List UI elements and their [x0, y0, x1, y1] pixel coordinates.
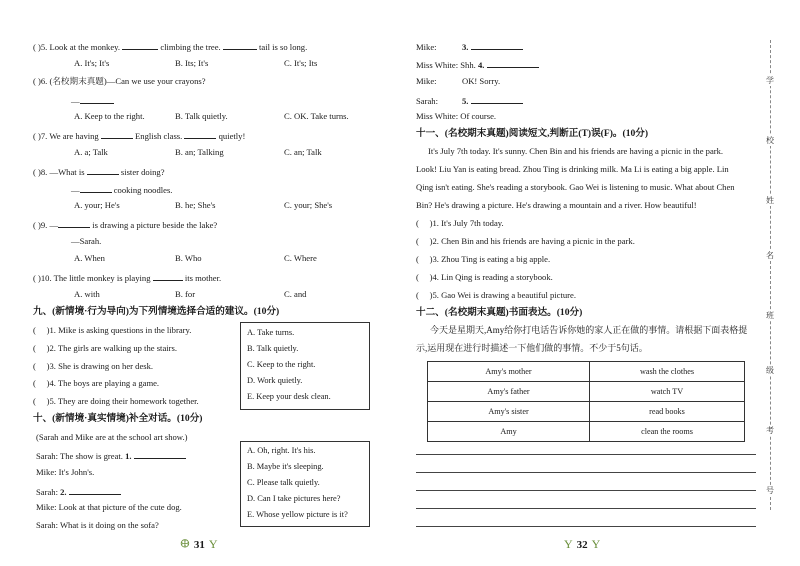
sec9-item-1: ( )1. Mike is asking questions in the library. [33, 325, 192, 335]
option-a: A. Keep to the right. [74, 111, 145, 121]
writing-line[interactable] [416, 454, 756, 455]
margin-label: 姓 [766, 196, 774, 205]
section-11-title: 十一、(名校期末真题)阅读短文,判断正(T)误(F)。(10分) [416, 128, 649, 139]
writing-line[interactable] [416, 490, 756, 491]
margin-label: 级 [766, 366, 774, 375]
section-9-title: 九、(新情境·行为导向)为下列情境选择合适的建议。(10分) [33, 306, 280, 317]
question-8: ( )8. —What is sister doing? [33, 167, 165, 177]
dialog-line-4: Miss White: Shh. 4. [416, 58, 539, 71]
dialog-line-ok: Mike: OK! Sorry. [416, 76, 501, 86]
answer-blank[interactable] [101, 129, 133, 139]
section-12-title: 十二、(名校期末真题)书面表达。(10分) [416, 307, 583, 318]
answer-blank[interactable] [184, 129, 216, 139]
option-c: C. OK. Take turns. [284, 111, 349, 121]
sprout-icon: 𐃏 [180, 537, 190, 551]
sec11-item-4: ( )4. Lin Qing is reading a storybook. [416, 272, 553, 282]
sec10-options-box: A. Oh, right. It's his. B. Maybe it's sleeping. C. Please talk quietly. D. Can I take pictures here? E. Whose yellow picture is it? [240, 441, 370, 527]
table-row: Amy's father watch TV [428, 382, 745, 402]
option-b: B. Talk quietly. [175, 111, 228, 121]
question-9-reply: —Sarah. [71, 236, 102, 246]
option-c: C. and [284, 289, 307, 299]
table-row: Amy's mother wash the clothes [428, 362, 745, 382]
option-c: C. It's; Its [284, 58, 318, 68]
passage-line: Bin? He's drawing a picture. He's drawing a mountain and a river. How beautiful! [416, 200, 697, 210]
margin-label: 校 [766, 136, 774, 145]
answer-blank[interactable] [58, 218, 90, 228]
answer-blank[interactable] [87, 165, 119, 175]
passage-line: It's July 7th today. It's sunny. Chen Bin and his friends are having a picnic in the park. [428, 146, 724, 156]
answer-blank[interactable] [80, 94, 114, 104]
margin-label: 名 [766, 251, 774, 260]
answer-blank[interactable] [153, 271, 183, 281]
sec10-line-5: Sarah: What is it doing on the sofa? [36, 520, 159, 530]
sec9-item-5: ( )5. They are doing their homework together. [33, 396, 199, 406]
section-10-title: 十、(新情境·真实情境)补全对话。(10分) [33, 413, 203, 424]
option-b: B. for [175, 289, 196, 299]
question-8-reply: — cooking noodles. [71, 185, 173, 195]
sec9-item-2: ( )2. The girls are walking up the stairs. [33, 343, 177, 353]
sec11-item-3: ( )3. Zhou Ting is eating a big apple. [416, 254, 551, 264]
table-row: Amy clean the rooms [428, 422, 745, 442]
sec10-line-3: Sarah: 2. [36, 485, 121, 498]
option-c: C. your; She's [284, 200, 333, 210]
option-b: B. Who [175, 253, 202, 263]
margin-label: 班 [766, 311, 774, 320]
dialog-line-5: Sarah: 5. [416, 94, 523, 107]
option-c: C. Where [284, 253, 317, 263]
question-6: ( )6. (名校期末真题)—Can we use your crayons? [33, 76, 206, 86]
answer-blank[interactable] [471, 94, 523, 104]
sprout-icon: Y [591, 537, 601, 551]
writing-line[interactable] [416, 526, 756, 527]
page-number-32: Y 32 Y [564, 537, 601, 551]
sec11-item-5: ( )5. Gao Wei is drawing a beautiful picture. [416, 290, 576, 300]
table-row: Amy's sister read books [428, 402, 745, 422]
sec11-item-2: ( )2. Chen Bin and his friends are having a picnic in the park. [416, 236, 635, 246]
answer-blank[interactable] [487, 58, 539, 68]
sec9-item-4: ( )4. The boys are playing a game. [33, 378, 160, 388]
binding-line [770, 40, 771, 510]
passage-line: Look! Liu Yan is eating bread. Zhou Ting is drinking milk. Ma Li is eating a big apple. Lin [416, 164, 729, 174]
question-7: ( )7. We are having English class. quietly! [33, 131, 246, 141]
margin-label: 号 [766, 486, 774, 495]
answer-blank[interactable] [122, 40, 158, 50]
sec10-line-2: Mike: It's John's. [36, 467, 95, 477]
option-a: A. with [74, 289, 100, 299]
sec12-intro: 今天是星期天,Amy给你打电话告诉你她的家人正在做的事情。请根据下面表格提 [430, 325, 748, 335]
margin-label: 考 [766, 426, 774, 435]
option-b: B. he; She's [175, 200, 216, 210]
answer-blank[interactable] [80, 183, 112, 193]
answer-blank[interactable] [134, 449, 186, 459]
sprout-icon: Y [208, 537, 218, 551]
family-activity-table [427, 361, 745, 442]
answer-blank[interactable] [471, 40, 523, 50]
sec10-intro: (Sarah and Mike are at the school art show.) [36, 432, 188, 442]
sec10-line-1: Sarah: The show is great. 1. [36, 449, 186, 462]
option-b: B. Its; It's [175, 58, 209, 68]
sprout-icon: Y [564, 537, 573, 551]
sec12-intro: 示,运用现在进行时描述一下他们做的事情。不少于5句话。 [416, 343, 648, 353]
answer-blank[interactable] [223, 40, 257, 50]
sec9-options-box: A. Take turns. B. Talk quietly. C. Keep to the right. D. Work quietly. E. Keep your desk clean. [240, 322, 370, 410]
sec10-line-4: Mike: Look at that picture of the cute dog. [36, 502, 182, 512]
question-5: ( )5. Look at the monkey. climbing the tree. tail is so long. [33, 42, 308, 52]
writing-line[interactable] [416, 472, 756, 473]
dialog-line-3: Mike: 3. [416, 40, 523, 53]
dialog-line-course: Miss White: Of course. [416, 111, 497, 121]
sec9-item-3: ( )3. She is drawing on her desk. [33, 361, 154, 371]
question-9: ( )9. — is drawing a picture beside the lake? [33, 220, 218, 230]
option-a: A. your; He's [74, 200, 120, 210]
margin-label: 学 [766, 76, 774, 85]
option-a: A. It's; It's [74, 58, 110, 68]
option-a: A. When [74, 253, 105, 263]
question-10: ( )10. The little monkey is playing its mother. [33, 273, 222, 283]
sec11-item-1: ( )1. It's July 7th today. [416, 218, 504, 228]
writing-line[interactable] [416, 508, 756, 509]
page-number-31: 𐃏 31 Y [180, 537, 218, 551]
question-6-reply: — [71, 94, 114, 107]
option-b: B. an; Talking [175, 147, 224, 157]
answer-blank[interactable] [69, 485, 121, 495]
option-c: C. an; Talk [284, 147, 322, 157]
option-a: A. a; Talk [74, 147, 108, 157]
passage-line: Qing isn't eating. She's reading a storybook. Gao Wei is listening to music. What about Chen [416, 182, 735, 192]
